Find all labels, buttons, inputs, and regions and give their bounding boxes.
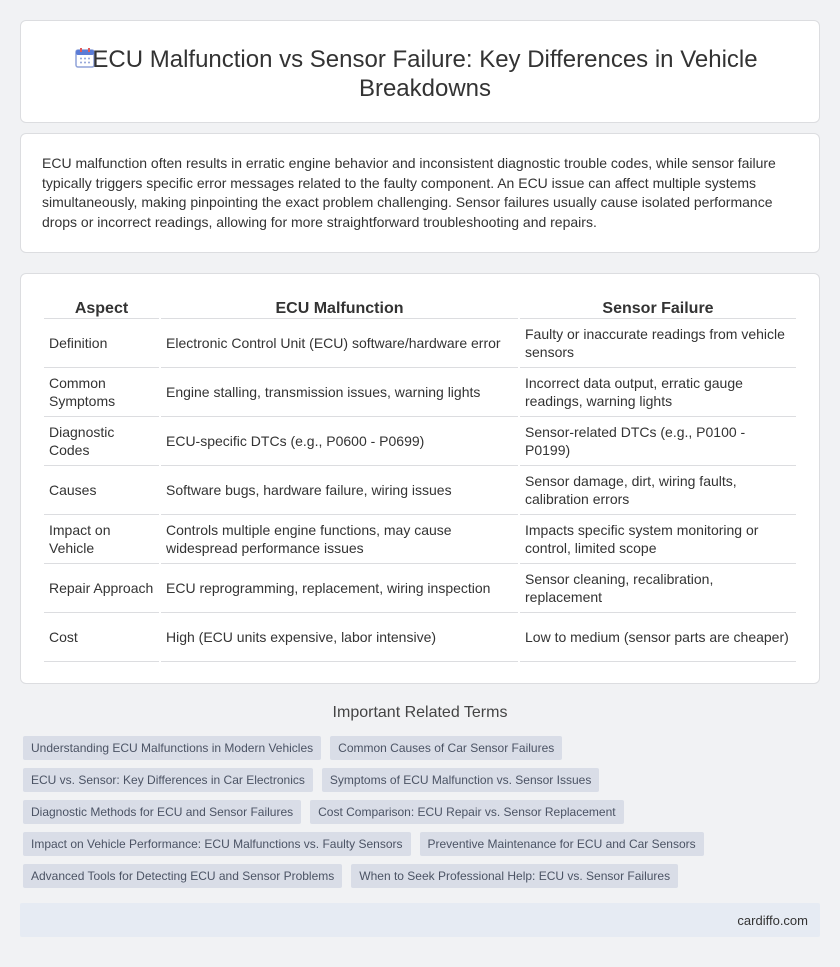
related-term-tag[interactable]: Impact on Vehicle Performance: ECU Malfunctions vs. Faulty Sensors bbox=[23, 832, 411, 856]
cell-aspect: Causes bbox=[44, 466, 159, 515]
cell-aspect: Cost bbox=[44, 613, 159, 662]
footer-site-link[interactable]: cardiffo.com bbox=[737, 913, 808, 928]
cell-ecu: ECU-specific DTCs (e.g., P0600 - P0699) bbox=[161, 417, 518, 466]
cell-ecu: High (ECU units expensive, labor intensive) bbox=[161, 613, 518, 662]
cell-sensor: Sensor-related DTCs (e.g., P0100 - P0199) bbox=[520, 417, 796, 466]
cell-sensor: Incorrect data output, erratic gauge readings, warning lights bbox=[520, 368, 796, 417]
cell-ecu: ECU reprogramming, replacement, wiring inspection bbox=[161, 564, 518, 613]
related-term-tag[interactable]: Cost Comparison: ECU Repair vs. Sensor Replacement bbox=[310, 800, 623, 824]
table-row bbox=[44, 466, 796, 515]
header-aspect: Aspect bbox=[44, 297, 159, 319]
cell-ecu: Software bugs, hardware failure, wiring issues bbox=[161, 466, 518, 515]
comparison-table-card bbox=[20, 273, 820, 684]
cell-aspect: Diagnostic Codes bbox=[44, 417, 159, 466]
tag-row bbox=[23, 832, 723, 856]
header-card bbox=[20, 20, 820, 123]
cell-sensor: Sensor damage, dirt, wiring faults, calibration errors bbox=[520, 466, 796, 515]
related-term-tag[interactable]: When to Seek Professional Help: ECU vs. Sensor Failures bbox=[351, 864, 678, 888]
cell-sensor: Impacts specific system monitoring or control, limited scope bbox=[520, 515, 796, 564]
cell-aspect: Common Symptoms bbox=[44, 368, 159, 417]
intro-paragraph: ECU malfunction often results in erratic engine behavior and inconsistent diagnostic trouble codes, while sensor failure typically triggers specific error messages related to the faulty component. An ECU issue can affect multiple systems simultaneously, making pinpointing the exact problem challenging. Sensor failures usually cause isolated performance drops or incorrect readings, allowing for more straightforward troubleshooting and repairs. bbox=[42, 155, 776, 230]
tag-row bbox=[23, 768, 723, 792]
cell-aspect: Definition bbox=[44, 319, 159, 368]
cell-sensor: Faulty or inaccurate readings from vehicle sensors bbox=[520, 319, 796, 368]
table-row bbox=[44, 613, 796, 662]
comparison-table bbox=[42, 297, 798, 662]
cell-sensor: Sensor cleaning, recalibration, replacement bbox=[520, 564, 796, 613]
tag-row bbox=[23, 800, 723, 824]
related-term-tag[interactable]: Preventive Maintenance for ECU and Car Sensors bbox=[420, 832, 704, 856]
intro-card bbox=[20, 133, 820, 253]
cell-sensor: Low to medium (sensor parts are cheaper) bbox=[520, 613, 796, 662]
related-terms-heading: Important Related Terms bbox=[332, 704, 508, 721]
related-term-tag[interactable]: Symptoms of ECU Malfunction vs. Sensor Issues bbox=[322, 768, 599, 792]
header-sensor-failure: Sensor Failure bbox=[520, 297, 796, 319]
tag-row bbox=[23, 864, 723, 888]
table-row bbox=[44, 515, 796, 564]
cell-ecu: Engine stalling, transmission issues, warning lights bbox=[161, 368, 518, 417]
related-term-tag[interactable]: Understanding ECU Malfunctions in Modern Vehicles bbox=[23, 736, 321, 760]
table-row bbox=[44, 564, 796, 613]
cell-aspect: Impact on Vehicle bbox=[44, 515, 159, 564]
table-row bbox=[44, 368, 796, 417]
table-header-row bbox=[44, 297, 796, 319]
header-ecu-malfunction: ECU Malfunction bbox=[161, 297, 518, 319]
related-terms-tags bbox=[23, 736, 723, 896]
related-term-tag[interactable]: Common Causes of Car Sensor Failures bbox=[330, 736, 562, 760]
cell-ecu: Controls multiple engine functions, may cause widespread performance issues bbox=[161, 515, 518, 564]
table-row bbox=[44, 319, 796, 368]
tag-row bbox=[23, 736, 723, 760]
related-term-tag[interactable]: ECU vs. Sensor: Key Differences in Car Electronics bbox=[23, 768, 313, 792]
page-title: ECU Malfunction vs Sensor Failure: Key Differences in Vehicle Breakdowns bbox=[92, 46, 758, 102]
related-term-tag[interactable]: Advanced Tools for Detecting ECU and Sensor Problems bbox=[23, 864, 342, 888]
table-row bbox=[44, 417, 796, 466]
related-term-tag[interactable]: Diagnostic Methods for ECU and Sensor Failures bbox=[23, 800, 301, 824]
footer bbox=[20, 903, 820, 937]
cell-ecu: Electronic Control Unit (ECU) software/hardware error bbox=[161, 319, 518, 368]
cell-aspect: Repair Approach bbox=[44, 564, 159, 613]
